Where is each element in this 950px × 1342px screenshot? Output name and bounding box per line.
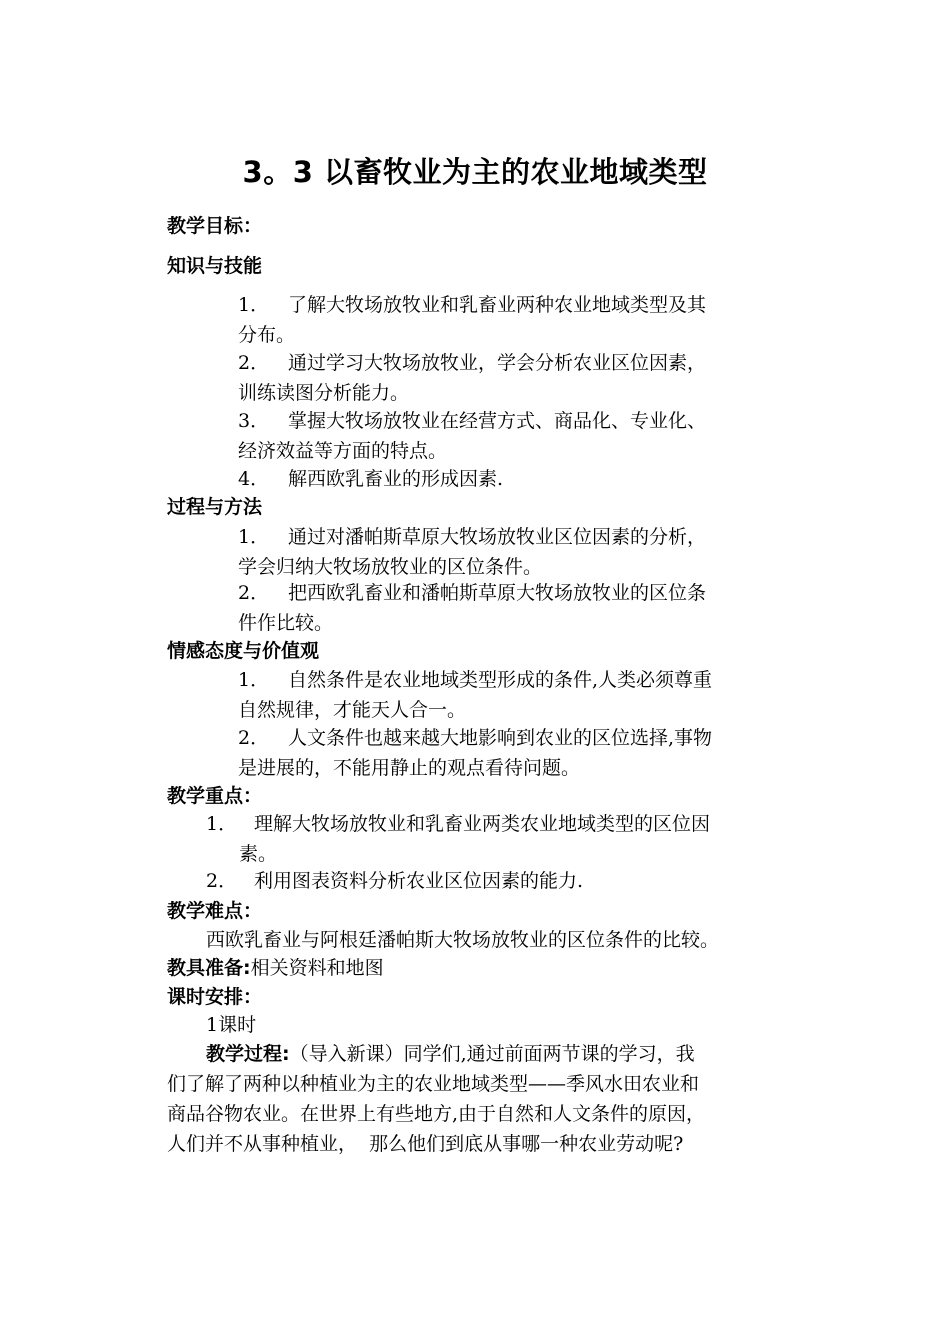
schedule-text: 1课时 (206, 1014, 257, 1036)
objectives-heading: 教学目标： (167, 215, 263, 237)
process-heading: 过程与方法 (167, 496, 263, 518)
teaching-process-heading: 教学过程: (206, 1043, 290, 1065)
tools-heading: 教具准备: (167, 957, 251, 979)
list-item: 2． 人文条件也越来越大地影响到农业的区位选择,事物 是进展的，不能用静止的观点看待问题。 (238, 727, 713, 779)
list-item: 2． 利用图表资料分析农业区位因素的能力. (206, 870, 584, 892)
list-item: 1． 理解大牧场放牧业和乳畜业两类农业地域类型的区位因 素。 (206, 813, 711, 865)
list-item: 3． 掌握大牧场放牧业在经营方式、商品化、专业化、 经济效益等方面的特点。 (238, 410, 707, 462)
list-item: 1． 了解大牧场放牧业和乳畜业两种农业地域类型及其 分布。 (238, 294, 707, 346)
key-points-heading: 教学重点： (167, 785, 263, 807)
teaching-process-paragraph: 教学过程:（导入新课）同学们,通过前面两节课的学习，我 们了解了两种以种植业为主的农业地域类型——季风水田农业和 商品谷物农业。在世界上有些地方,由于自然和人文条件的原因， 人们并不从事种植业， 那么他们到底从事哪一种农业劳动呢? (167, 1043, 706, 1155)
list-item: 2． 把西欧乳畜业和潘帕斯草原大牧场放牧业的区位条 件作比较。 (238, 582, 707, 634)
emotion-heading: 情感态度与价值观 (167, 640, 320, 662)
tools-text: 相关资料和地图 (250, 957, 384, 979)
list-item: 1． 通过对潘帕斯草原大牧场放牧业区位因素的分析， 学会归纳大牧场放牧业的区位条件。 (238, 526, 707, 578)
knowledge-heading: 知识与技能 (167, 255, 263, 277)
page-title: 3。3 以畜牧业为主的农业地域类型 (242, 155, 708, 189)
list-item: 4． 解西欧乳畜业的形成因素. (238, 468, 504, 490)
difficulty-heading: 教学难点： (167, 900, 263, 922)
tools-line (167, 953, 384, 983)
list-item: 2． 通过学习大牧场放牧业，学会分析农业区位因素， 训练读图分析能力。 (238, 352, 707, 404)
difficulty-text: 西欧乳畜业与阿根廷潘帕斯大牧场放牧业的区位条件的比较。 (206, 929, 720, 951)
list-item: 1． 自然条件是农业地域类型形成的条件,人类必须尊重 自然规律，才能天人合一。 (238, 669, 713, 721)
schedule-heading: 课时安排： (167, 986, 263, 1008)
